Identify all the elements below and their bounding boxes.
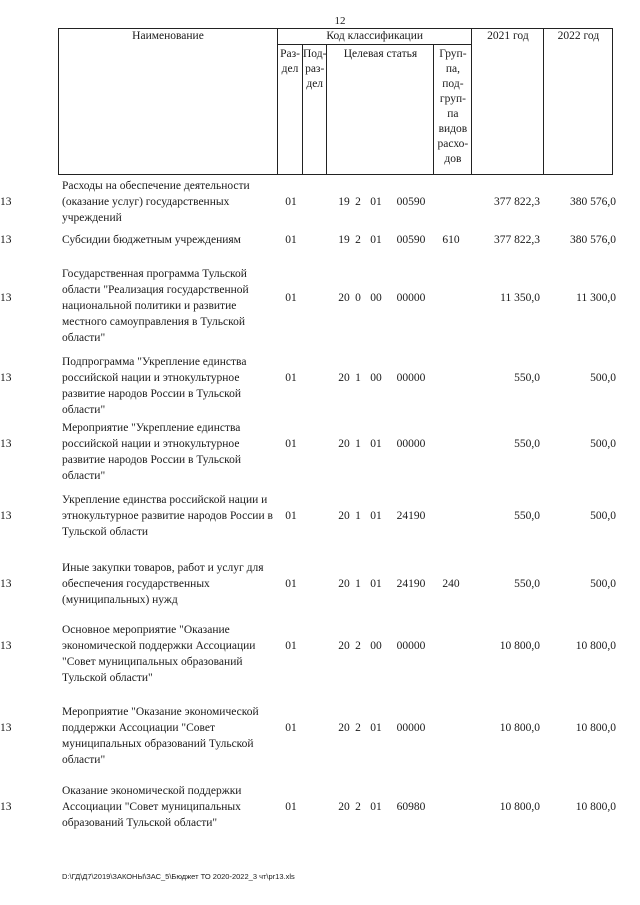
row-name: Подпрограмма "Укрепление единства российской нации и этнокультурное развитие народов России в Тульской области" — [62, 356, 247, 416]
target-subprogram-cell: 2 — [355, 196, 361, 208]
target-subprogram-cell: 2 — [355, 640, 361, 652]
amount-2022-cell: 500,0 — [590, 438, 616, 450]
target-program-cell: 20 — [338, 578, 350, 590]
podrazdel-cell: 13 — [0, 640, 12, 652]
amount-2021-cell: 10 800,0 — [499, 801, 540, 813]
target-event-cell: 01 — [370, 722, 382, 734]
row-name: Иные закупки товаров, работ и услуг для обеспечения государственных (муниципальных) нужд — [62, 562, 264, 606]
target-subprogram-cell: 2 — [355, 801, 361, 813]
header-razdel: Раз- дел — [278, 44, 303, 174]
target-subprogram-cell: 1 — [355, 438, 361, 450]
header-vr: Груп- па, под- груп- па видов расхо- дов — [434, 44, 472, 174]
target-event-cell: 01 — [370, 801, 382, 813]
target-direction-cell: 00590 — [396, 234, 426, 246]
podrazdel-cell: 13 — [0, 234, 12, 246]
target-event-cell: 01 — [370, 578, 382, 590]
podrazdel-cell: 13 — [0, 722, 12, 734]
row-name: Субсидии бюджетным учреждениям — [62, 234, 241, 246]
target-event-cell: 01 — [370, 234, 382, 246]
row-name: Расходы на обеспечение деятельности (оказание услуг) государственных учреждений — [62, 180, 250, 224]
podrazdel-cell: 13 — [0, 578, 12, 590]
target-direction-cell: 24190 — [396, 578, 426, 590]
row-name: Оказание экономической поддержки Ассоциации "Совет муниципальных образований Тульской области" — [62, 785, 242, 829]
razdel-cell: 01 — [285, 510, 297, 522]
amount-2021-cell: 550,0 — [514, 578, 540, 590]
target-program-cell: 20 — [338, 372, 350, 384]
amount-2022-cell: 500,0 — [590, 578, 616, 590]
razdel-cell: 01 — [285, 196, 297, 208]
page-number: 12 — [334, 15, 346, 27]
amount-2022-cell: 11 300,0 — [576, 292, 616, 304]
target-subprogram-cell: 2 — [355, 234, 361, 246]
target-program-cell: 19 — [338, 234, 350, 246]
target-program-cell: 20 — [338, 722, 350, 734]
target-event-cell: 01 — [370, 438, 382, 450]
amount-2022-cell: 380 576,0 — [570, 234, 616, 246]
razdel-cell: 01 — [285, 292, 297, 304]
amount-2021-cell: 10 800,0 — [499, 722, 540, 734]
target-subprogram-cell: 2 — [355, 722, 361, 734]
header-2021: 2021 год — [472, 29, 544, 175]
razdel-cell: 01 — [285, 438, 297, 450]
file-path-footer: D:\ГД\Д7\2019\ЗАКОНЫ\ЗАС_5\Бюджет ТО 2020-2022_3 чт\pr13.xls — [62, 872, 295, 881]
target-subprogram-cell: 1 — [355, 578, 361, 590]
target-program-cell: 20 — [338, 801, 350, 813]
header-podrazdel: Под- раз- дел — [303, 44, 327, 174]
target-direction-cell: 00000 — [396, 640, 426, 652]
amount-2022-cell: 10 800,0 — [575, 722, 616, 734]
razdel-cell: 01 — [285, 372, 297, 384]
amount-2022-cell: 10 800,0 — [575, 801, 616, 813]
amount-2021-cell: 377 822,3 — [494, 196, 540, 208]
podrazdel-cell: 13 — [0, 801, 12, 813]
amount-2022-cell: 10 800,0 — [575, 640, 616, 652]
razdel-cell: 01 — [285, 578, 297, 590]
header-2022: 2022 год — [544, 29, 613, 175]
razdel-cell: 01 — [285, 640, 297, 652]
target-program-cell: 20 — [338, 640, 350, 652]
target-program-cell: 20 — [338, 438, 350, 450]
target-direction-cell: 00000 — [396, 372, 426, 384]
target-subprogram-cell: 1 — [355, 510, 361, 522]
target-direction-cell: 00000 — [396, 292, 426, 304]
razdel-cell: 01 — [285, 234, 297, 246]
podrazdel-cell: 13 — [0, 196, 12, 208]
podrazdel-cell: 13 — [0, 510, 12, 522]
target-event-cell: 01 — [370, 510, 382, 522]
podrazdel-cell: 13 — [0, 438, 12, 450]
razdel-cell: 01 — [285, 722, 297, 734]
amount-2021-cell: 550,0 — [514, 438, 540, 450]
target-event-cell: 00 — [370, 640, 382, 652]
target-subprogram-cell: 0 — [355, 292, 361, 304]
target-program-cell: 19 — [338, 196, 350, 208]
target-direction-cell: 00590 — [396, 196, 426, 208]
target-event-cell: 00 — [370, 292, 382, 304]
target-event-cell: 01 — [370, 196, 382, 208]
row-name: Укрепление единства российской нации и этнокультурное развитие народов России в Тульской области — [62, 494, 273, 538]
amount-2021-cell: 550,0 — [514, 510, 540, 522]
target-program-cell: 20 — [338, 510, 350, 522]
expense-type-cell: 610 — [442, 234, 460, 246]
amount-2022-cell: 500,0 — [590, 372, 616, 384]
razdel-cell: 01 — [285, 801, 297, 813]
target-program-cell: 20 — [338, 292, 350, 304]
amount-2021-cell: 10 800,0 — [499, 640, 540, 652]
row-name: Мероприятие "Оказание экономической поддержки Ассоциации "Совет муниципальных образований Тульской области" — [62, 706, 259, 766]
header-code: Код классификации — [278, 29, 472, 45]
target-direction-cell: 24190 — [396, 510, 426, 522]
target-subprogram-cell: 1 — [355, 372, 361, 384]
target-direction-cell: 60980 — [396, 801, 426, 813]
podrazdel-cell: 13 — [0, 372, 12, 384]
amount-2021-cell: 377 822,3 — [494, 234, 540, 246]
amount-2021-cell: 550,0 — [514, 372, 540, 384]
target-event-cell: 00 — [370, 372, 382, 384]
podrazdel-cell: 13 — [0, 292, 12, 304]
expense-type-cell: 240 — [442, 578, 460, 590]
target-direction-cell: 00000 — [396, 722, 426, 734]
header-target: Целевая статья — [327, 44, 434, 174]
row-name: Мероприятие "Укрепление единства российской нации и этнокультурное развитие народов России в Тульской области" — [62, 422, 242, 482]
target-direction-cell: 00000 — [396, 438, 426, 450]
amount-2021-cell: 11 350,0 — [500, 292, 540, 304]
amount-2022-cell: 380 576,0 — [570, 196, 616, 208]
row-name: Основное мероприятие "Оказание экономической поддержки Ассоциации "Совет муниципальных образований Тульской области" — [62, 624, 256, 684]
amount-2022-cell: 500,0 — [590, 510, 616, 522]
table-header — [58, 28, 613, 175]
row-name: Государственная программа Тульской области "Реализация государственной национальной политики и развитие местного самоуправления в Тульской области" — [62, 268, 249, 344]
header-name: Наименование — [59, 29, 278, 175]
